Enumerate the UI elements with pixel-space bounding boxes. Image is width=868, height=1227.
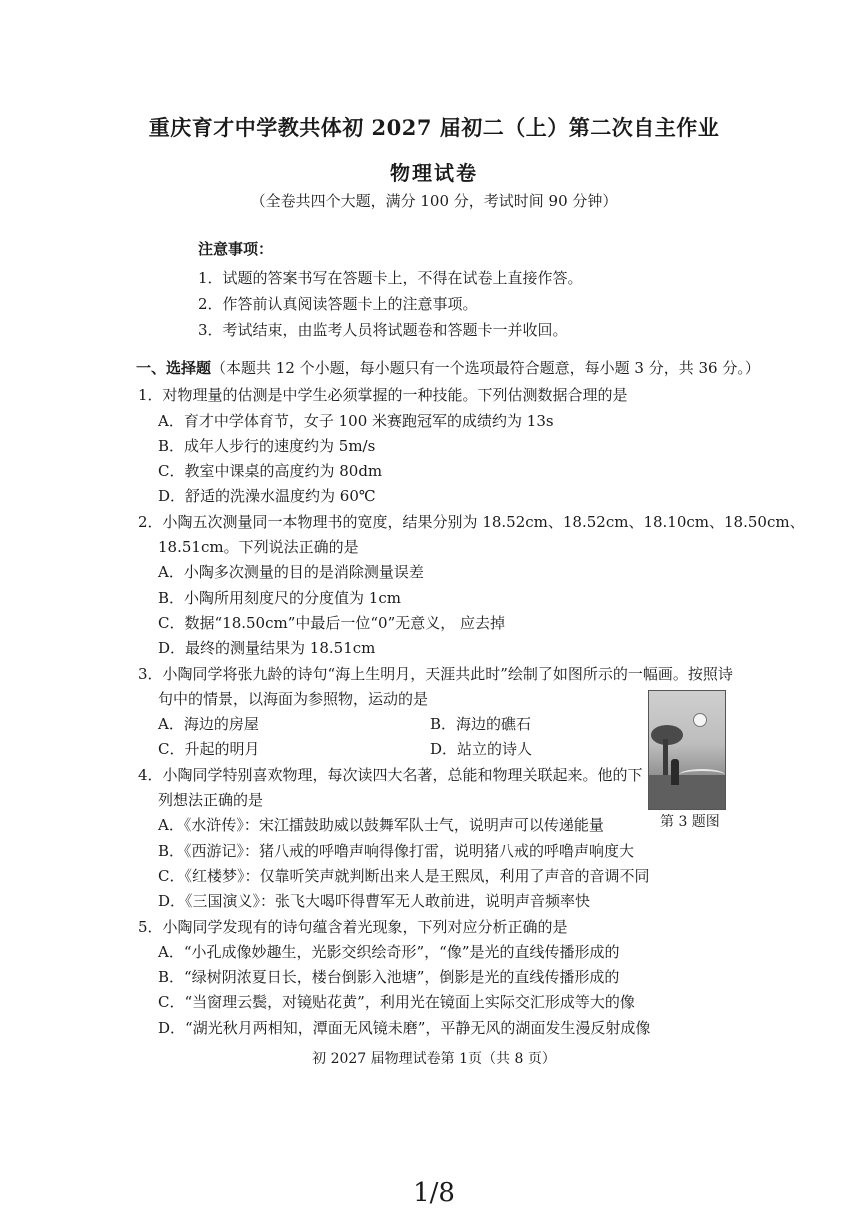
question-stem-continued: 列想法正确的是: [158, 791, 264, 810]
notice-item: 3．考试结束，由监考人员将试题卷和答题卡一并收回。: [198, 321, 568, 339]
page-subtitle: 物理试卷: [390, 161, 478, 185]
figure-caption: 第 3 题图: [660, 814, 720, 830]
page-footer: 初 2027 届物理试卷第 1页（共 8 页）: [312, 1051, 556, 1067]
answer-option: D．舒适的洗澡水温度约为 60℃: [158, 487, 376, 506]
page-title: 重庆育才中学教共体初 2027 届初二（上）第二次自主作业: [148, 115, 720, 140]
answer-option: B．《西游记》：猪八戒的呼噜声响得像打雷，说明猪八戒的呼噜声响度大: [158, 841, 635, 860]
page-indicator: 1/8: [413, 1178, 455, 1208]
question-3-figure: [648, 690, 726, 810]
question-stem: 5．小陶同学发现有的诗句蕴含着光现象，下列对应分析正确的是: [138, 917, 568, 936]
moon-icon: [693, 713, 707, 727]
answer-option: C．《红楼梦》：仅靠听笑声就判断出来人是王熙凤，利用了声音的音调不同: [158, 866, 650, 885]
question-stem: 4．小陶同学特别喜欢物理，每次读四大名著，总能和物理关联起来。他的下: [138, 765, 643, 784]
answer-option: B．成年人步行的速度约为 5m/s: [158, 436, 376, 455]
answer-option: B．小陶所用刻度尺的分度值为 1cm: [158, 588, 401, 607]
answer-option: C．“当窗理云鬓，对镜贴花黄”，利用光在镜面上实际交汇形成等大的像: [158, 993, 635, 1012]
notice-item: 2．作答前认真阅读答题卡上的注意事项。: [198, 295, 478, 313]
question-stem-continued: 句中的情景，以海面为参照物，运动的是: [158, 689, 429, 708]
poet-figure: [671, 759, 679, 785]
question-stem-continued: 18.51cm。下列说法正确的是: [158, 538, 359, 557]
notice-block: [198, 238, 583, 343]
question-stem: 2．小陶五次测量同一本物理书的宽度，结果分别为 18.52cm、18.52cm、18.10cm、18.50cm、: [138, 512, 805, 531]
question-stem: 3．小陶同学将张九龄的诗句“海上生明月，天涯共此时”绘制了如图所示的一幅画。按照诗: [138, 664, 733, 683]
notice-item: 1．试题的答案书写在答题卡上，不得在试卷上直接作答。: [198, 269, 583, 287]
answer-option: D．站立的诗人: [430, 740, 533, 759]
section-description: （本题共 12 个小题，每小题只有一个选项最符合题意，每小题 3 分，共 36 分。）: [211, 359, 760, 377]
question-stem: 1．对物理量的估测是中学生必须掌握的一种技能。下列估测数据合理的是: [138, 386, 628, 405]
answer-option: C．升起的明月: [158, 740, 260, 759]
answer-option: B．“绿树阴浓夏日长，楼台倒影入池塘”，倒影是光的直线传播形成的: [158, 968, 620, 987]
answer-option: A．海边的房屋: [158, 715, 259, 734]
wave-icon: [679, 769, 725, 781]
answer-option: A．“小孔成像妙趣生，光影交织绘奇形”，“像”是光的直线传播形成的: [158, 942, 620, 961]
answer-option: D．最终的测量结果为 18.51cm: [158, 639, 376, 658]
answer-option: C．教室中课桌的高度约为 80dm: [158, 462, 383, 481]
section-label: 一、选择题: [136, 359, 212, 377]
answer-option: D．《三国演义》：张飞大喝吓得曹军无人敢前进，说明声音频率快: [158, 892, 591, 911]
tree-trunk: [663, 739, 668, 779]
answer-option: A．《水浒传》：宋江擂鼓助威以鼓舞军队士气，说明声可以传递能量: [158, 816, 604, 835]
answer-option: A．育才中学体育节，女子 100 米赛跑冠军的成绩约为 13s: [158, 411, 554, 430]
answer-option: C．数据“18.50cm”中最后一位“0”无意义， 应去掉: [158, 613, 506, 632]
answer-option: B．海边的礁石: [430, 715, 532, 734]
section-heading: [136, 356, 760, 381]
exam-info: （全卷共四个大题，满分 100 分，考试时间 90 分钟）: [250, 192, 618, 210]
notice-heading: 注意事项：: [198, 240, 274, 258]
answer-option: D．“湖光秋月两相知，潭面无风镜未磨”，平静无风的湖面发生漫反射成像: [158, 1018, 651, 1037]
question-body: [136, 356, 805, 1041]
answer-option: A．小陶多次测量的目的是消除测量误差: [158, 563, 424, 582]
answer-option-row: [136, 712, 736, 737]
answer-option-row: [136, 737, 736, 762]
